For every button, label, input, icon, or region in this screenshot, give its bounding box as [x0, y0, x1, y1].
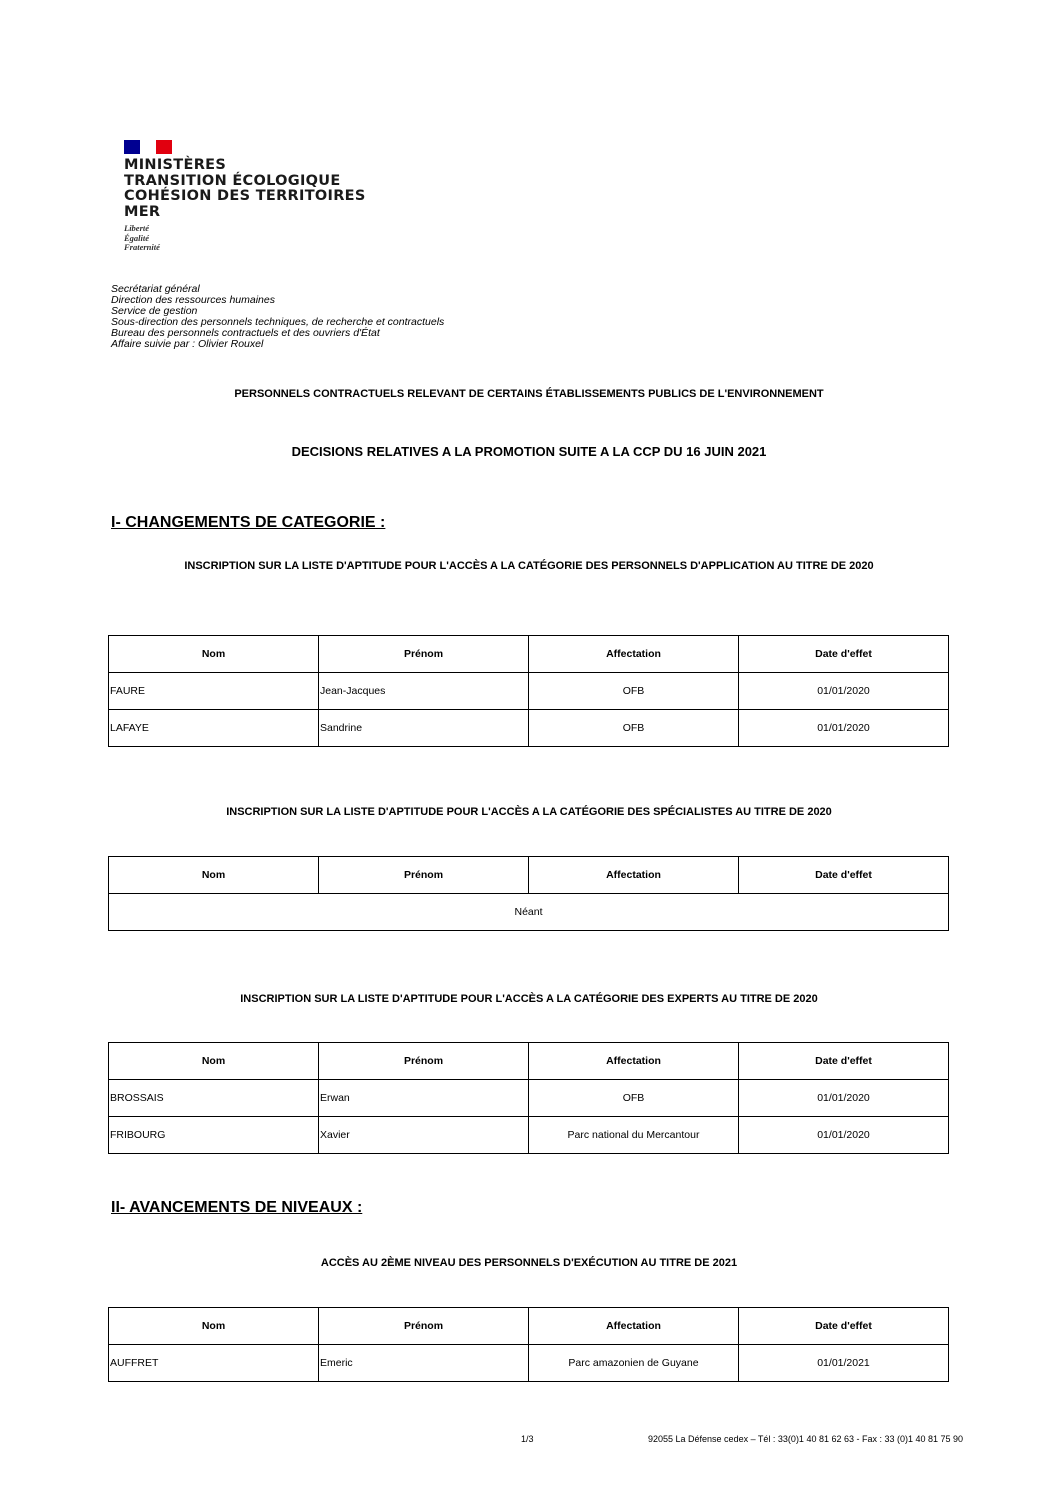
footer-contact: 92055 La Défense cedex – Tél : 33(0)1 40 81 62 63 - Fax : 33 (0)1 40 81 75 90 — [648, 1434, 964, 1444]
table-row — [109, 673, 949, 710]
header-affectation: Affectation — [529, 1043, 739, 1080]
cell-date: 01/01/2020 — [739, 1117, 949, 1154]
sender-line: Sous-direction des personnels techniques, de recherche et contractuels — [111, 316, 445, 328]
sender-line: Direction des ressources humaines — [111, 294, 275, 306]
cell-date: 01/01/2020 — [739, 673, 949, 710]
table-header-row — [109, 1043, 949, 1080]
table-header-row — [109, 636, 949, 673]
header-prenom: Prénom — [319, 636, 529, 673]
ministry-logo — [124, 140, 366, 253]
header-nom: Nom — [109, 857, 319, 894]
main-title: PERSONNELS CONTRACTUELS RELEVANT DE CERTAINS ÉTABLISSEMENTS PUBLICS DE L'ENVIRONNEMENT — [234, 388, 824, 400]
marianne-flag-icon — [124, 140, 172, 154]
cell-date: 01/01/2020 — [739, 710, 949, 747]
cell-date: 01/01/2021 — [739, 1345, 949, 1382]
republic-motto — [124, 224, 366, 253]
cell-nom: AUFFRET — [109, 1345, 319, 1382]
table-title: ACCÈS AU 2ÈME NIVEAU DES PERSONNELS D'EXÉCUTION AU TITRE DE 2021 — [320, 1257, 738, 1269]
header-prenom: Prénom — [319, 1043, 529, 1080]
table-title: INSCRIPTION SUR LA LISTE D'APTITUDE POUR L'ACCÈS A LA CATÉGORIE DES PERSONNELS D'APPLICATION AU TITRE DE 2020 — [184, 560, 874, 572]
header-date: Date d'effet — [739, 1308, 949, 1345]
header-nom: Nom — [109, 1043, 319, 1080]
motto-line: Égalité — [124, 232, 150, 243]
sender-line: Affaire suivie par : Olivier Rouxel — [111, 338, 264, 350]
page-number: 1/3 — [521, 1434, 534, 1444]
header-date: Date d'effet — [739, 857, 949, 894]
cell-affectation: Parc national du Mercantour — [529, 1117, 739, 1154]
motto-line: Liberté — [124, 223, 150, 233]
sender-line: Bureau des personnels contractuels et des ouvriers d'État — [111, 327, 380, 339]
cell-date: 01/01/2020 — [739, 1080, 949, 1117]
ministry-line: MINISTÈRES — [124, 157, 227, 173]
table-row — [109, 1345, 949, 1382]
promotion-table — [108, 1042, 949, 1154]
table-header-row — [109, 1308, 949, 1345]
cell-prenom: Erwan — [319, 1080, 529, 1117]
cell-prenom: Xavier — [319, 1117, 529, 1154]
promotion-table — [108, 1307, 949, 1382]
header-affectation: Affectation — [529, 857, 739, 894]
header-date: Date d'effet — [739, 636, 949, 673]
cell-prenom: Jean-Jacques — [319, 673, 529, 710]
cell-affectation: OFB — [529, 1080, 739, 1117]
header-nom: Nom — [109, 1308, 319, 1345]
table-title: INSCRIPTION SUR LA LISTE D'APTITUDE POUR L'ACCÈS A LA CATÉGORIE DES EXPERTS AU TITRE DE 2020 — [240, 993, 818, 1005]
cell-nom: FAURE — [109, 673, 319, 710]
motto-line: Fraternité — [124, 242, 160, 252]
header-prenom: Prénom — [319, 1308, 529, 1345]
section-heading-categories: I- CHANGEMENTS DE CATEGORIE : — [111, 514, 386, 531]
table-row — [109, 710, 949, 747]
sender-block — [111, 284, 444, 350]
cell-prenom: Emeric — [319, 1345, 529, 1382]
empty-cell: Néant — [109, 894, 949, 931]
ministry-line: TRANSITION ÉCOLOGIQUE — [124, 172, 341, 189]
cell-affectation: Parc amazonien de Guyane — [529, 1345, 739, 1382]
table-row — [109, 894, 949, 931]
header-nom: Nom — [109, 636, 319, 673]
cell-affectation: OFB — [529, 710, 739, 747]
cell-nom: LAFAYE — [109, 710, 319, 747]
table-title: INSCRIPTION SUR LA LISTE D'APTITUDE POUR L'ACCÈS A LA CATÉGORIE DES SPÉCIALISTES AU TITRE DE 2020 — [226, 806, 832, 818]
header-affectation: Affectation — [529, 1308, 739, 1345]
table-row — [109, 1117, 949, 1154]
header-affectation: Affectation — [529, 636, 739, 673]
ministry-name — [124, 158, 366, 220]
ministry-line: COHÉSION DES TERRITOIRES — [124, 188, 366, 204]
header-prenom: Prénom — [319, 857, 529, 894]
cell-nom: FRIBOURG — [109, 1117, 319, 1154]
ministry-line: MER — [124, 203, 161, 220]
sender-line: Secrétariat général — [111, 283, 200, 295]
decision-title: DECISIONS RELATIVES A LA PROMOTION SUITE A LA CCP DU 16 JUIN 2021 — [291, 444, 767, 459]
cell-affectation: OFB — [529, 673, 739, 710]
promotion-table — [108, 856, 949, 931]
section-heading-levels: II- AVANCEMENTS DE NIVEAUX : — [111, 1199, 363, 1216]
sender-line: Service de gestion — [111, 305, 198, 317]
promotion-table — [108, 635, 949, 747]
cell-nom: BROSSAIS — [109, 1080, 319, 1117]
cell-prenom: Sandrine — [319, 710, 529, 747]
header-date: Date d'effet — [739, 1043, 949, 1080]
table-header-row — [109, 857, 949, 894]
table-row — [109, 1080, 949, 1117]
